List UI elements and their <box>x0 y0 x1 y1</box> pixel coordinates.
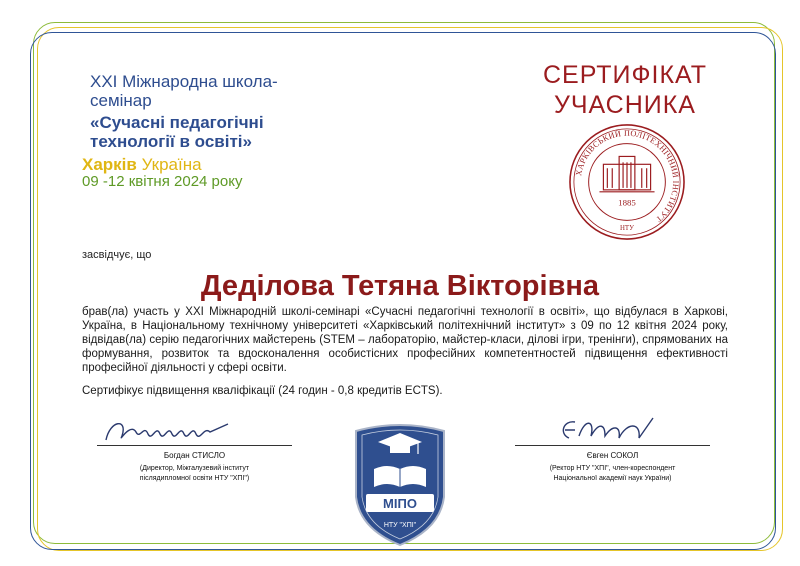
seal-ring-text: ХАРКІВСЬКИЙ ПОЛІТЕХНІЧНИЙ ІНСТИТУТ <box>574 128 681 224</box>
certifies-label: засвідчує, що <box>82 249 152 261</box>
building-icon <box>599 156 654 191</box>
signatory-right <box>515 451 710 484</box>
event-country: Україна <box>141 155 202 174</box>
signature-left-icon <box>100 410 240 450</box>
seal-year: 1885 <box>618 197 636 208</box>
book-icon <box>374 466 426 487</box>
signatory-left-name: Богдан СТИСЛО <box>163 451 226 460</box>
signatory-right-role: (Ректор НТУ "ХПІ", член-кореспондент Національної академії наук України) <box>549 465 676 482</box>
signature-line-right <box>515 445 710 446</box>
signatory-left-role: (Директор, Міжгалузевий інститут післядипломної освіти НТУ "ХПІ") <box>139 465 250 482</box>
mipo-sub-label: НТУ "ХПІ" <box>383 522 417 529</box>
event-topic: «Сучасні педагогічні технології в освіті» <box>90 113 264 151</box>
seal-abbr: НТУ <box>619 225 635 233</box>
event-location <box>82 155 202 175</box>
signature-right-icon <box>555 412 665 448</box>
signature-line-left <box>97 445 292 446</box>
event-name: XXI Міжнародна школа- семінар <box>90 72 278 110</box>
certification-note: Сертифікує підвищення кваліфікації (24 годин - 0,8 кредитів ECTS). <box>82 385 443 397</box>
event-city: Харків <box>82 155 137 174</box>
university-seal-icon <box>568 123 686 241</box>
signatory-left <box>97 451 292 484</box>
certificate-title: СЕРТИФІКАТ УЧАСНИКА <box>542 61 708 119</box>
recipient-name: Деділова Тетяна Вікторівна <box>200 270 600 302</box>
event-dates: 09 -12 квітня 2024 року <box>82 173 243 190</box>
signatory-right-name: Євген СОКОЛ <box>586 451 639 460</box>
mipo-shield-logo-icon <box>352 417 448 547</box>
certificate-body: брав(ла) участь у XXI Міжнародній школі-семінарі «Сучасні педагогічні технології в освіті», що відбулася в Харкові, Україна, в Національному технічному університеті «Харківський політехнічний інститут» з 09 по 12 квітня 2024 року, відвідав(ла) серію педагогічних майстерень (STEM – лабораторію, майстер-класи, ділові ігри, тренінги), спрямованих на формування, розвиток та вдосконалення особистісних професійних компетентностей підвищення ефективності професійної діяльності у сфері освіти. <box>82 306 728 374</box>
mipo-label: МІПО <box>383 496 417 511</box>
